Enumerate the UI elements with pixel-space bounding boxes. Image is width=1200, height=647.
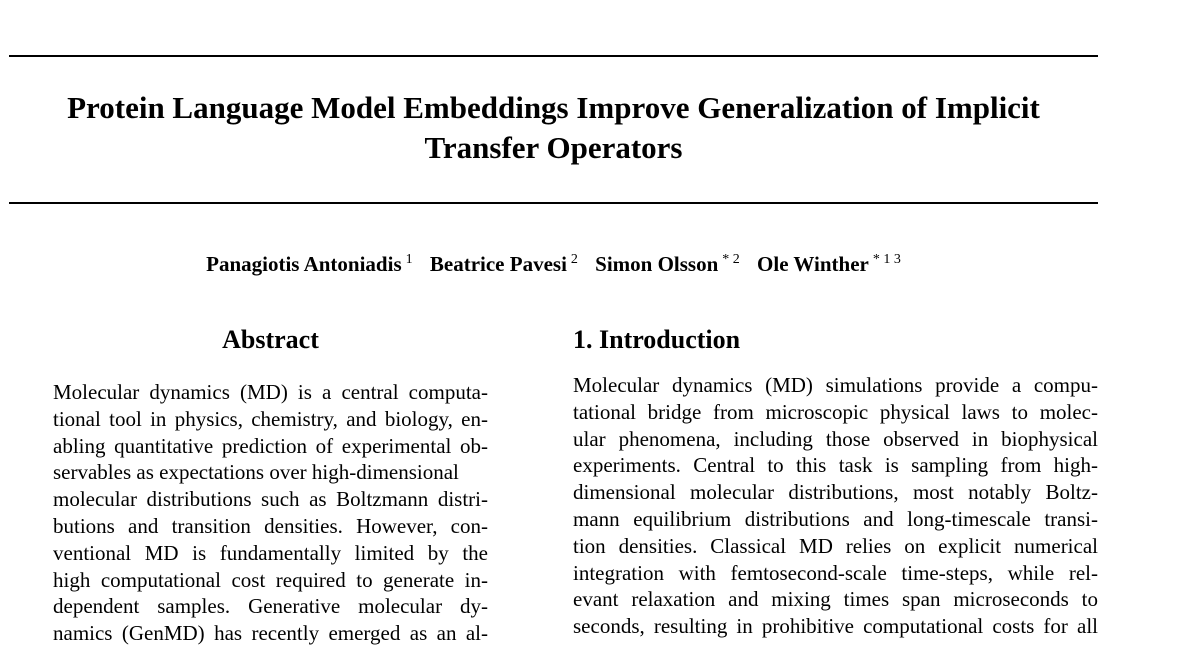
introduction-line: tion densities. Classical MD relies on explicit numerical bbox=[573, 533, 1098, 558]
abstract-line: abling quantitative prediction of experimental ob- bbox=[53, 433, 488, 458]
author bbox=[757, 252, 901, 276]
introduction-line: mann equilibrium distributions and long-timescale transi- bbox=[573, 506, 1098, 531]
abstract-line: butions and transition densities. However, con- bbox=[53, 513, 488, 538]
author-name: Beatrice Pavesi bbox=[429, 252, 567, 276]
author-affiliation: * 1 3 bbox=[872, 252, 901, 267]
author-affiliation: * 2 bbox=[722, 252, 740, 267]
title-bottom-rule bbox=[9, 202, 1098, 204]
abstract-line: high computational cost required to generate in- bbox=[53, 567, 488, 592]
author-list bbox=[9, 250, 1098, 278]
introduction-line: evant relaxation and mixing times span microseconds to bbox=[573, 587, 1098, 612]
introduction-line: integration with femtosecond-scale time-steps, while rel- bbox=[573, 560, 1098, 585]
author bbox=[430, 252, 578, 276]
title-line: Protein Language Model Embeddings Improve Generalization of Implicit bbox=[67, 90, 1040, 125]
abstract-body bbox=[53, 379, 488, 647]
author-affiliation: 2 bbox=[570, 252, 578, 267]
introduction-line: Molecular dynamics (MD) simulations provide a compu- bbox=[573, 373, 1098, 397]
abstract-line: ventional MD is fundamentally limited by the bbox=[53, 540, 488, 565]
title-top-rule bbox=[9, 55, 1098, 57]
abstract-line: Molecular dynamics (MD) is a central computa- bbox=[53, 380, 488, 404]
introduction-line: seconds, resulting in prohibitive computational costs for all bbox=[573, 614, 1098, 639]
author bbox=[595, 252, 740, 276]
abstract-line: namics (GenMD) has recently emerged as an al- bbox=[53, 621, 488, 646]
introduction-line: dimensional molecular distributions, most notably Boltz- bbox=[573, 480, 1098, 505]
introduction-line: tational bridge from microscopic physical laws to molec- bbox=[573, 399, 1098, 424]
paper-title bbox=[9, 88, 1098, 168]
introduction-heading: 1. Introduction bbox=[573, 325, 741, 354]
abstract-line: tional tool in physics, chemistry, and biology, en- bbox=[53, 406, 488, 431]
author-name: Ole Winther bbox=[757, 252, 869, 276]
author-name: Simon Olsson bbox=[595, 252, 719, 276]
introduction-body bbox=[573, 372, 1098, 640]
author-affiliation: 1 bbox=[405, 252, 413, 267]
title-line: Transfer Operators bbox=[424, 130, 683, 165]
abstract-line: dependent samples. Generative molecular dy- bbox=[53, 594, 488, 619]
abstract-heading: Abstract bbox=[222, 325, 319, 354]
abstract-line: servables as expectations over high-dimensional bbox=[53, 460, 459, 485]
author bbox=[206, 252, 412, 276]
introduction-line: experiments. Central to this task is sampling from high- bbox=[573, 453, 1098, 478]
abstract-line: molecular distributions such as Boltzmann distri- bbox=[53, 487, 488, 512]
author-name: Panagiotis Antoniadis bbox=[206, 252, 402, 276]
introduction-line: ular phenomena, including those observed in biophysical bbox=[573, 426, 1098, 451]
